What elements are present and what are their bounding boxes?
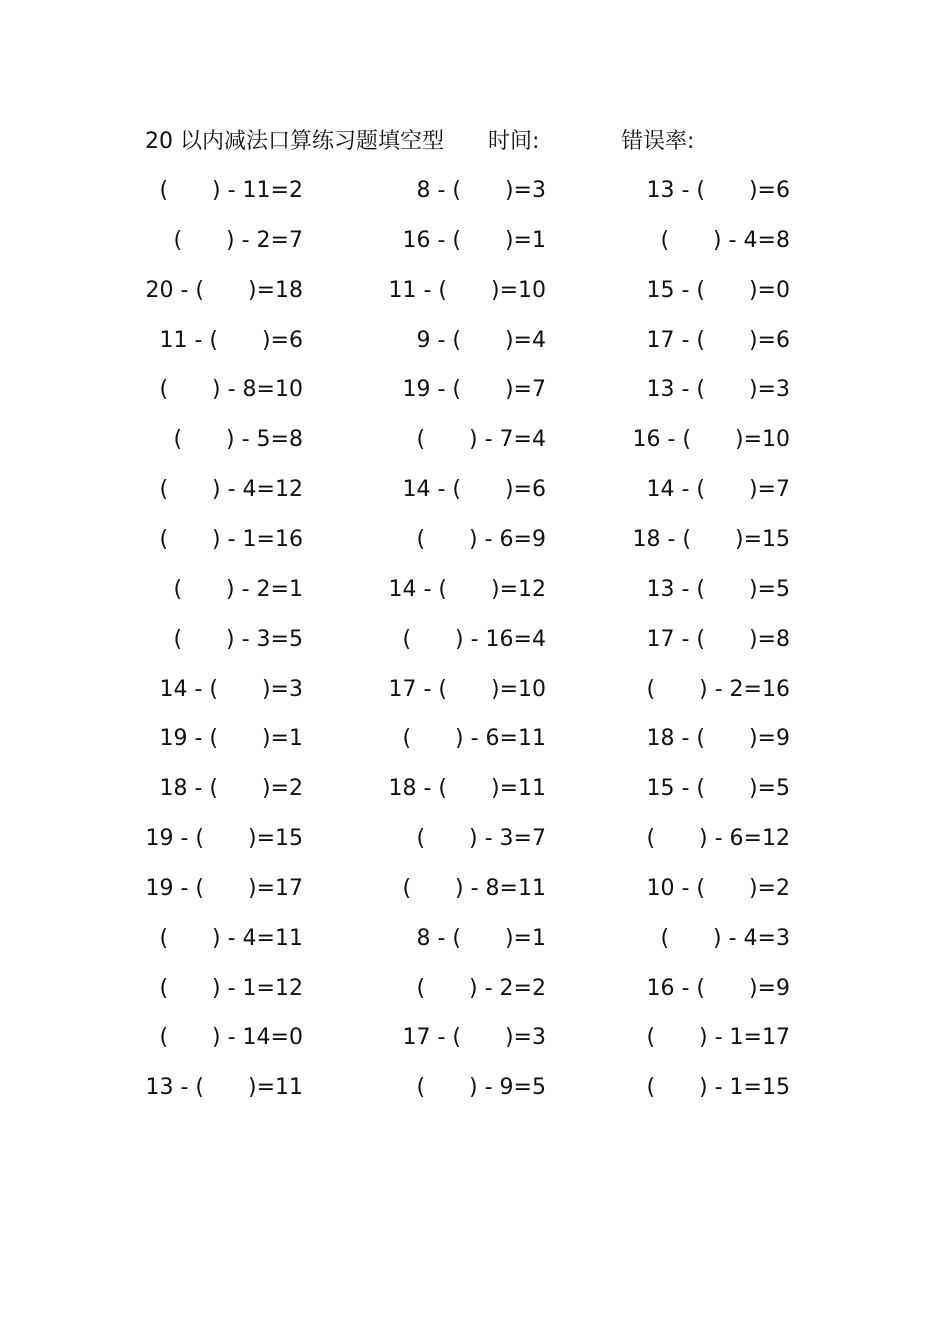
problem-c1-r18: ( ) - 14=0	[159, 1025, 303, 1051]
problem-c1-r16: ( ) - 4=11	[159, 925, 303, 951]
problem-c3-r4: 17 - ( )=6	[646, 327, 790, 353]
problem-c1-r15: 19 - ( )=17	[145, 875, 303, 901]
problem-c2-r9: 14 - ( )=12	[388, 576, 546, 602]
problem-c3-r13: 15 - ( )=5	[646, 776, 790, 802]
problem-c1-r19: 13 - ( )=11	[145, 1075, 303, 1101]
problem-c2-r2: 16 - ( )=1	[402, 227, 546, 253]
problem-c3-r16: ( ) - 4=3	[660, 925, 790, 951]
problem-c1-r4: 11 - ( )=6	[159, 327, 303, 353]
problem-c2-r18: 17 - ( )=3	[402, 1025, 546, 1051]
problem-c1-r6: ( ) - 5=8	[173, 427, 303, 453]
problem-c1-r11: 14 - ( )=3	[159, 676, 303, 702]
problem-c3-r1: 13 - ( )=6	[646, 178, 790, 203]
problem-c3-r2: ( ) - 4=8	[660, 227, 790, 253]
problem-c1-r12: 19 - ( )=1	[159, 726, 303, 752]
problem-c2-r19: ( ) - 9=5	[416, 1075, 546, 1101]
problem-c1-r1: ( ) - 11=2	[159, 178, 303, 203]
problem-c1-r8: ( ) - 1=16	[159, 526, 303, 552]
error-rate-label: 错误率:	[621, 129, 695, 154]
problem-c3-r18: ( ) - 1=17	[646, 1025, 790, 1051]
problem-c2-r12: ( ) - 6=11	[402, 726, 546, 752]
problem-c2-r15: ( ) - 8=11	[402, 875, 546, 901]
problem-c3-r11: ( ) - 2=16	[646, 676, 790, 702]
problem-c1-r2: ( ) - 2=7	[173, 227, 303, 253]
problem-c3-r15: 10 - ( )=2	[646, 875, 790, 901]
problem-c3-r3: 15 - ( )=0	[646, 277, 790, 303]
problem-c3-r5: 13 - ( )=3	[646, 377, 790, 403]
problem-c2-r1: 8 - ( )=3	[416, 178, 546, 203]
problem-c1-r17: ( ) - 1=12	[159, 975, 303, 1001]
problem-c2-r14: ( ) - 3=7	[416, 826, 546, 852]
problem-c1-r14: 19 - ( )=15	[145, 826, 303, 852]
problem-c2-r8: ( ) - 6=9	[416, 526, 546, 552]
problem-c1-r10: ( ) - 3=5	[173, 626, 303, 652]
problem-c2-r5: 19 - ( )=7	[402, 377, 546, 403]
problem-c1-r13: 18 - ( )=2	[159, 776, 303, 802]
problem-c3-r12: 18 - ( )=9	[646, 726, 790, 752]
problem-c1-r9: ( ) - 2=1	[173, 576, 303, 602]
problem-c3-r19: ( ) - 1=15	[646, 1075, 790, 1101]
problem-c2-r16: 8 - ( )=1	[416, 925, 546, 951]
problem-c3-r6: 16 - ( )=10	[632, 427, 790, 453]
problem-c1-r3: 20 - ( )=18	[145, 277, 303, 303]
problem-c2-r11: 17 - ( )=10	[388, 676, 546, 702]
problem-c1-r7: ( ) - 4=12	[159, 477, 303, 503]
problem-c2-r10: ( ) - 16=4	[402, 626, 546, 652]
problem-c2-r13: 18 - ( )=11	[388, 776, 546, 802]
problem-c2-r7: 14 - ( )=6	[402, 477, 546, 503]
problem-c3-r9: 13 - ( )=5	[646, 576, 790, 602]
time-label: 时间:	[488, 129, 540, 154]
problem-c2-r17: ( ) - 2=2	[416, 975, 546, 1001]
problem-c3-r14: ( ) - 6=12	[646, 826, 790, 852]
problem-c2-r3: 11 - ( )=10	[388, 277, 546, 303]
problem-c2-r6: ( ) - 7=4	[416, 427, 546, 453]
problem-c3-r8: 18 - ( )=15	[632, 526, 790, 552]
problem-c2-r4: 9 - ( )=4	[416, 327, 546, 353]
problem-c3-r7: 14 - ( )=7	[646, 477, 790, 503]
worksheet-title: 20 以内减法口算练习题填空型	[145, 129, 444, 154]
problem-c1-r5: ( ) - 8=10	[159, 377, 303, 403]
problem-c3-r10: 17 - ( )=8	[646, 626, 790, 652]
problem-c3-r17: 16 - ( )=9	[646, 975, 790, 1001]
